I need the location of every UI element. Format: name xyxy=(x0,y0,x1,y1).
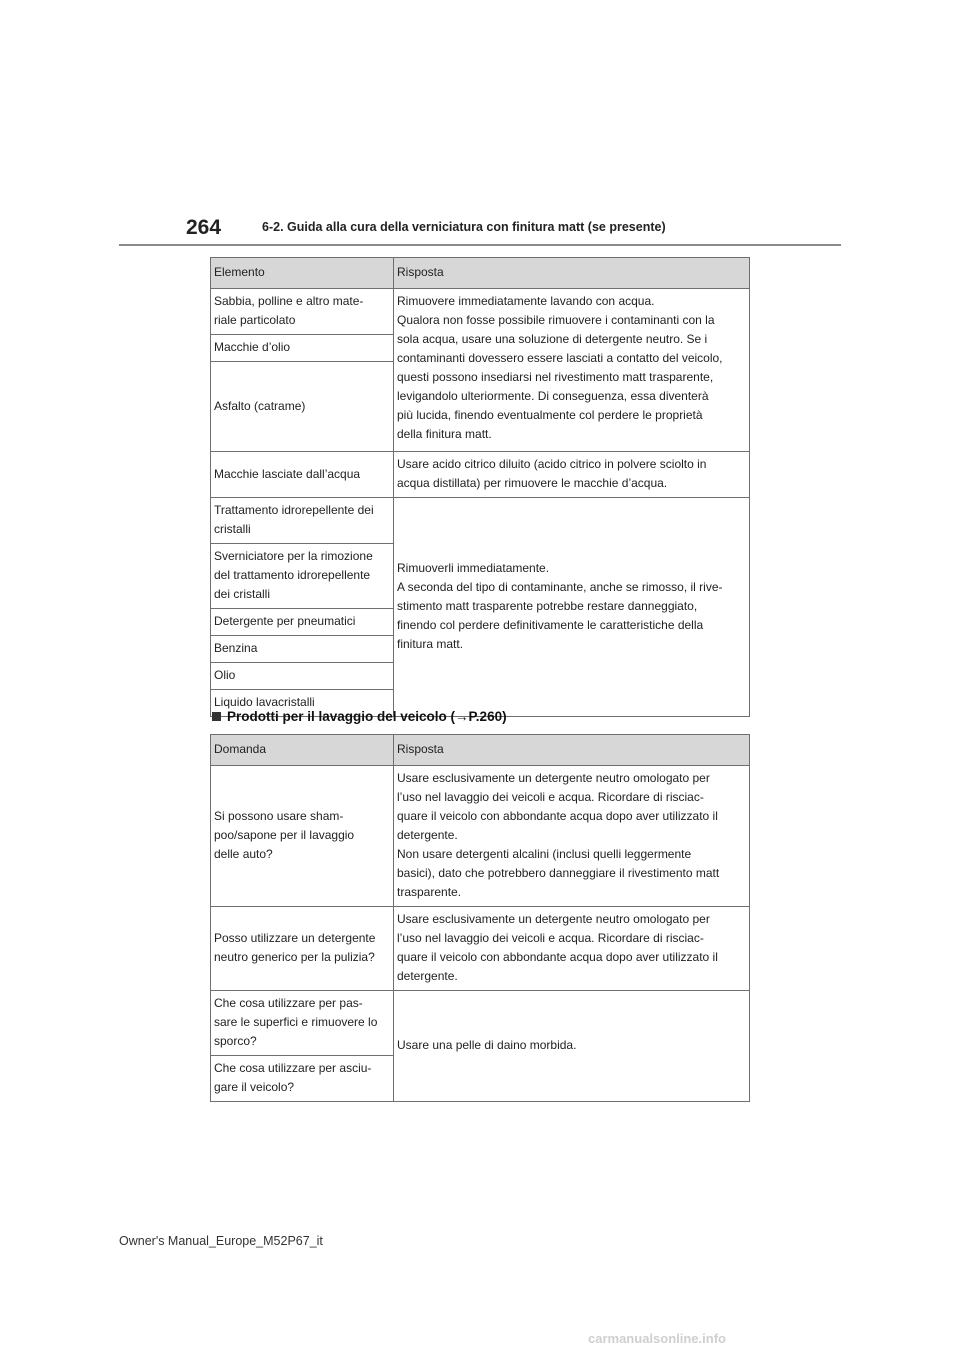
text-line: cristalli xyxy=(214,522,251,536)
text-line: Rimuovere immediatamente lavando con acqua. xyxy=(397,294,655,308)
table-header-row xyxy=(211,258,750,289)
table-row xyxy=(211,289,750,335)
answer-cell xyxy=(394,452,750,498)
section-heading xyxy=(212,709,507,724)
watermark: carmanualsonline.info xyxy=(588,1331,726,1346)
text-line: Usare esclusivamente un detergente neutro omologato per xyxy=(397,771,710,785)
header-divider xyxy=(119,244,841,246)
table-row xyxy=(211,991,750,1056)
table-row xyxy=(211,452,750,498)
text-line: della finitura matt. xyxy=(397,427,492,441)
square-bullet-icon xyxy=(212,712,221,721)
text-line: Detergente per pneumatici xyxy=(214,614,356,628)
item-cell xyxy=(211,636,394,663)
item-cell xyxy=(211,362,394,452)
question-cell xyxy=(211,907,394,991)
text-line: quare il veicolo con abbondante acqua dopo aver utilizzato il xyxy=(397,809,718,823)
text-line: detergente. xyxy=(397,969,458,983)
text-line: gare il veicolo? xyxy=(214,1080,295,1094)
table-row xyxy=(211,498,750,544)
text-line: Macchie d’olio xyxy=(214,340,291,354)
table-row xyxy=(211,907,750,991)
answer-cell xyxy=(394,907,750,991)
item-cell xyxy=(211,544,394,609)
text-line: contaminanti dovessero essere lasciati a contatto del veicolo, xyxy=(397,351,723,365)
text-line: Olio xyxy=(214,668,236,682)
text-line: Usare esclusivamente un detergente neutro omologato per xyxy=(397,912,710,926)
text-line: Non usare detergenti alcalini (inclusi quelli leggermente xyxy=(397,847,692,861)
text-line: Benzina xyxy=(214,641,258,655)
text-line: acqua distillata) per rimuovere le macchie d’acqua. xyxy=(397,476,668,490)
footer-manual-name: Owner's Manual_Europe_M52P67_it xyxy=(119,1234,323,1248)
question-cell xyxy=(211,1056,394,1102)
contaminants-table xyxy=(210,257,750,717)
text-line: Posso utilizzare un detergente xyxy=(214,931,376,945)
text-line: Liquido lavacristalli xyxy=(214,695,315,709)
item-cell xyxy=(211,498,394,544)
text-line: riale particolato xyxy=(214,313,296,327)
text-line: Trattamento idrorepellente dei xyxy=(214,503,374,517)
table-header-row xyxy=(211,735,750,766)
page-reference-link[interactable]: P.260) xyxy=(468,709,507,724)
section-title: Prodotti per il lavaggio del veicolo ( xyxy=(227,709,456,724)
text-line: finitura matt. xyxy=(397,637,464,651)
text-line: delle auto? xyxy=(214,847,273,861)
item-cell xyxy=(211,663,394,690)
text-line: Che cosa utilizzare per pas- xyxy=(214,996,363,1010)
text-line: Usare acido citrico diluito (acido citrico in polvere sciolto in xyxy=(397,457,707,471)
text-line: Asfalto (catrame) xyxy=(214,398,306,413)
washing-products-table xyxy=(210,734,750,1102)
text-line: A seconda del tipo di contaminante, anche se rimosso, il rive- xyxy=(397,580,723,594)
text-line: dei cristalli xyxy=(214,587,271,601)
text-line: questi possono insediarsi nel rivestimento matt trasparente, xyxy=(397,370,714,384)
text-line: Sverniciatore per la rimozione xyxy=(214,549,373,563)
text-line: stimento matt trasparente potrebbe restare danneggiato, xyxy=(397,599,698,613)
column-header-item: Elemento xyxy=(211,258,394,289)
text-line: quare il veicolo con abbondante acqua dopo aver utilizzato il xyxy=(397,950,718,964)
text-line: neutro generico per la pulizia? xyxy=(214,950,375,964)
answer-cell xyxy=(394,766,750,907)
text-line: l’uso nel lavaggio dei veicoli e acqua. Ricordare di risciac- xyxy=(397,931,704,945)
text-line: Che cosa utilizzare per asciu- xyxy=(214,1061,372,1075)
text-line: Qualora non fosse possibile rimuovere i contaminanti con la xyxy=(397,313,715,327)
item-cell xyxy=(211,609,394,636)
question-cell xyxy=(211,766,394,907)
column-header-answer: Risposta xyxy=(394,735,750,766)
text-line: più lucida, finendo eventualmente col perdere le proprietà xyxy=(397,408,703,422)
text-line: trasparente. xyxy=(397,885,462,899)
text-line: Si possono usare sham- xyxy=(214,809,344,823)
text-line: sola acqua, usare una soluzione di detergente neutro. Se i xyxy=(397,332,708,346)
text-line: Rimuoverli immediatamente. xyxy=(397,561,550,575)
answer-cell xyxy=(394,991,750,1102)
text-line: levigandolo ulteriormente. Di conseguenza, essa diventerà xyxy=(397,389,709,403)
item-cell xyxy=(211,335,394,362)
item-cell xyxy=(211,289,394,335)
page-number: 264 xyxy=(186,216,222,239)
text-line: Macchie lasciate dall’acqua xyxy=(214,466,361,481)
arrow-right-icon: → xyxy=(455,709,469,724)
text-line: del trattamento idrorepellente xyxy=(214,568,371,582)
text-line: Usare una pelle di daino morbida. xyxy=(397,1038,577,1052)
question-cell xyxy=(211,991,394,1056)
text-line: sare le superfici e rimuovere lo xyxy=(214,1015,378,1029)
column-header-question: Domanda xyxy=(211,735,394,766)
column-header-answer: Risposta xyxy=(394,258,750,289)
section-header: 6-2. Guida alla cura della verniciatura con finitura matt (se presente) xyxy=(262,220,666,234)
text-line: poo/sapone per il lavaggio xyxy=(214,828,355,842)
text-line: finendo col perdere definitivamente le caratteristiche della xyxy=(397,618,704,632)
answer-cell xyxy=(394,498,750,717)
text-line: l’uso nel lavaggio dei veicoli e acqua. Ricordare di risciac- xyxy=(397,790,704,804)
table-row xyxy=(211,766,750,907)
text-line: sporco? xyxy=(214,1034,257,1048)
text-line: Sabbia, polline e altro mate- xyxy=(214,294,364,308)
text-line: detergente. xyxy=(397,828,458,842)
answer-cell xyxy=(394,289,750,452)
item-cell xyxy=(211,452,394,498)
text-line: basici), dato che potrebbero danneggiare il rivestimento matt xyxy=(397,866,720,880)
